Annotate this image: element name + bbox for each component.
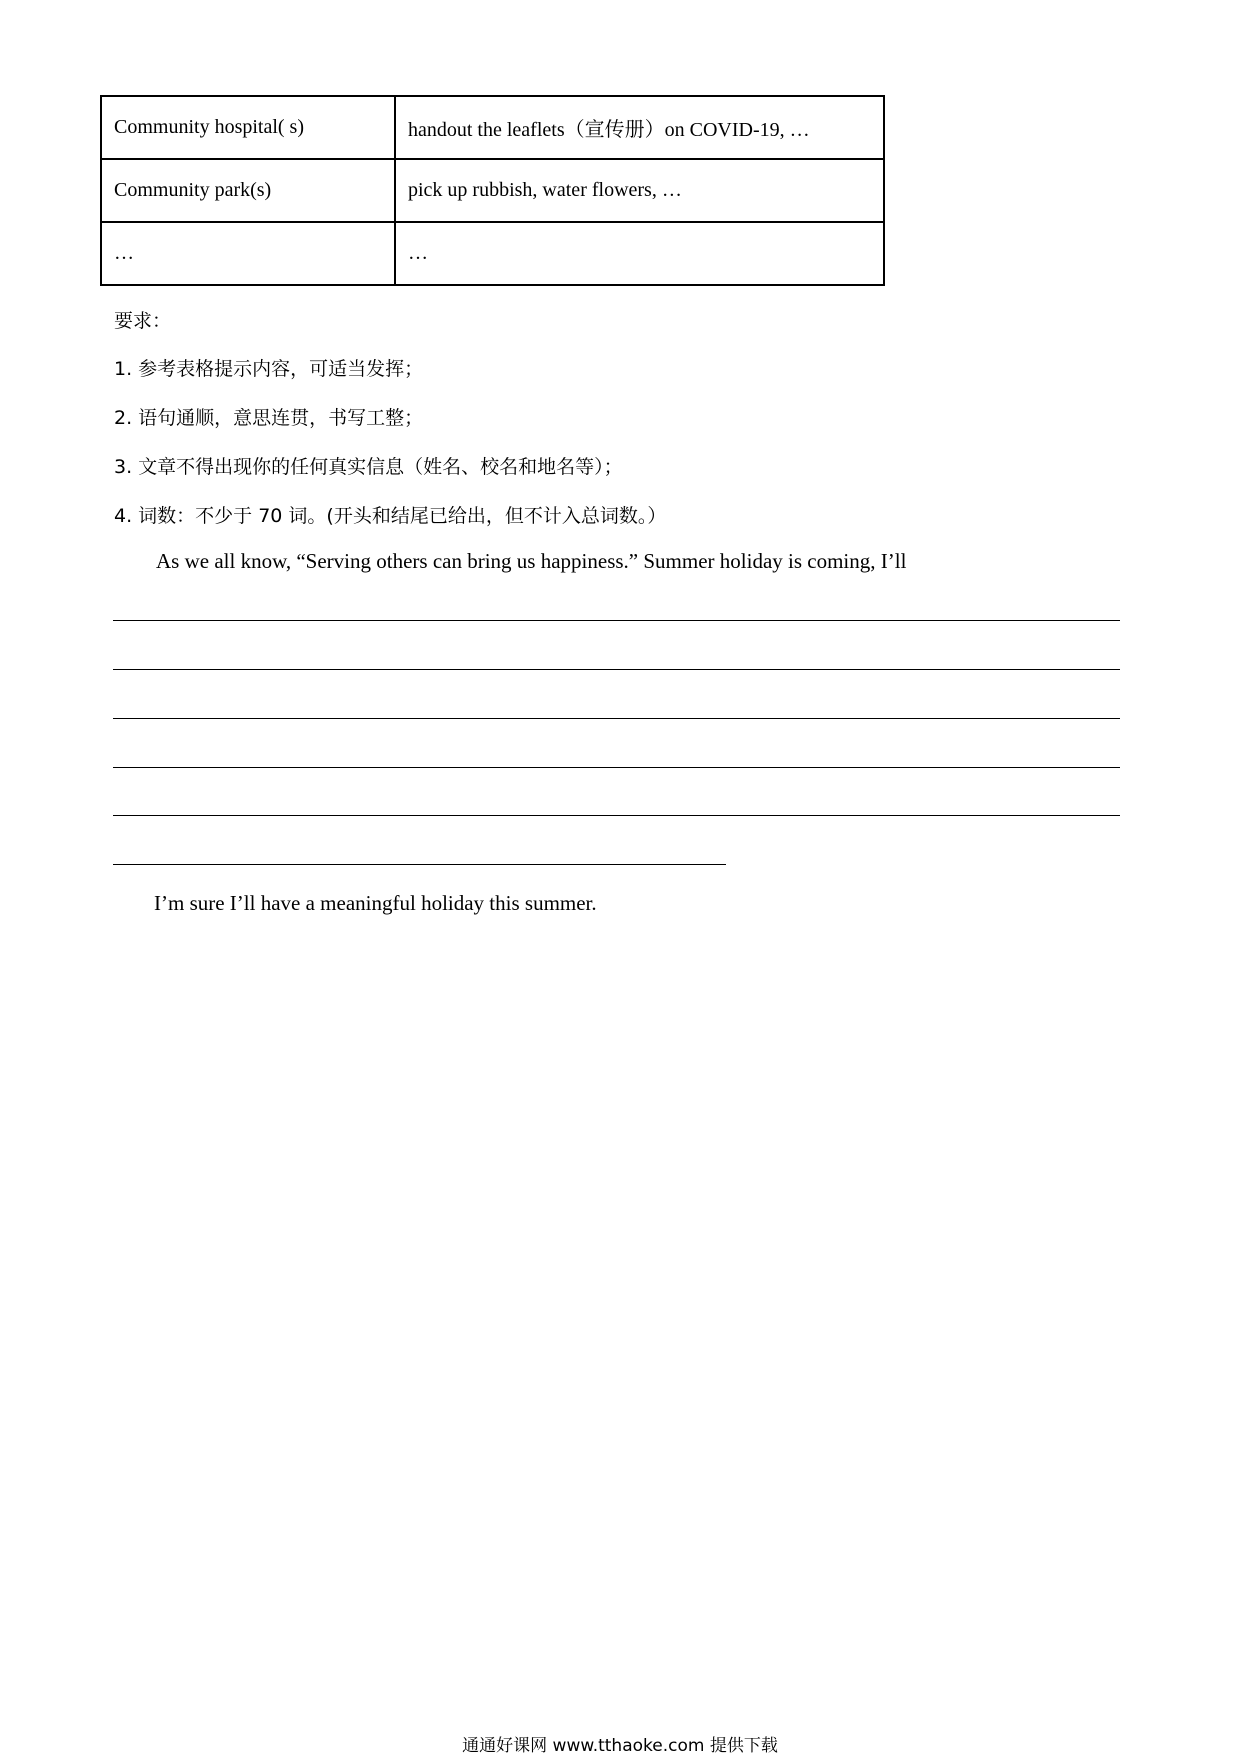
writing-line[interactable] (113, 767, 1120, 768)
table-row (101, 222, 884, 285)
writing-line[interactable] (113, 864, 726, 865)
essay-closing: I’m sure I’ll have a meaningful holiday this summer. (154, 891, 597, 915)
writing-line[interactable] (113, 815, 1120, 816)
page-footer: 通通好课网 www.tthaoke.com 提供下载 (462, 1736, 778, 1756)
activity-cell: handout the leaflets（宣传册）on COVID-19, … (395, 96, 884, 159)
writing-line[interactable] (113, 669, 1120, 670)
table-row (101, 96, 884, 159)
requirement-item-3: 3. 文章不得出现你的任何真实信息（姓名、校名和地名等）； (114, 456, 623, 478)
place-cell: … (101, 222, 395, 285)
activity-cell: pick up rubbish, water flowers, … (395, 159, 884, 222)
writing-line[interactable] (113, 718, 1120, 719)
requirement-item-4: 4. 词数：不少于 70 词。(开头和结尾已给出，但不计入总词数。） (114, 505, 667, 527)
requirement-item-1: 1. 参考表格提示内容，可适当发挥； (114, 358, 424, 380)
essay-opening: As we all know, “Serving others can bring us happiness.” Summer holiday is coming, I’ll (156, 549, 907, 573)
prompt-table (100, 95, 885, 286)
activity-cell: … (395, 222, 884, 285)
writing-line[interactable] (113, 620, 1120, 621)
table-row (101, 159, 884, 222)
place-cell: Community hospital( s) (101, 96, 395, 159)
place-cell: Community park(s) (101, 159, 395, 222)
requirement-item-2: 2. 语句通顺，意思连贯，书写工整； (114, 407, 424, 429)
requirements-heading: 要求： (114, 310, 172, 332)
